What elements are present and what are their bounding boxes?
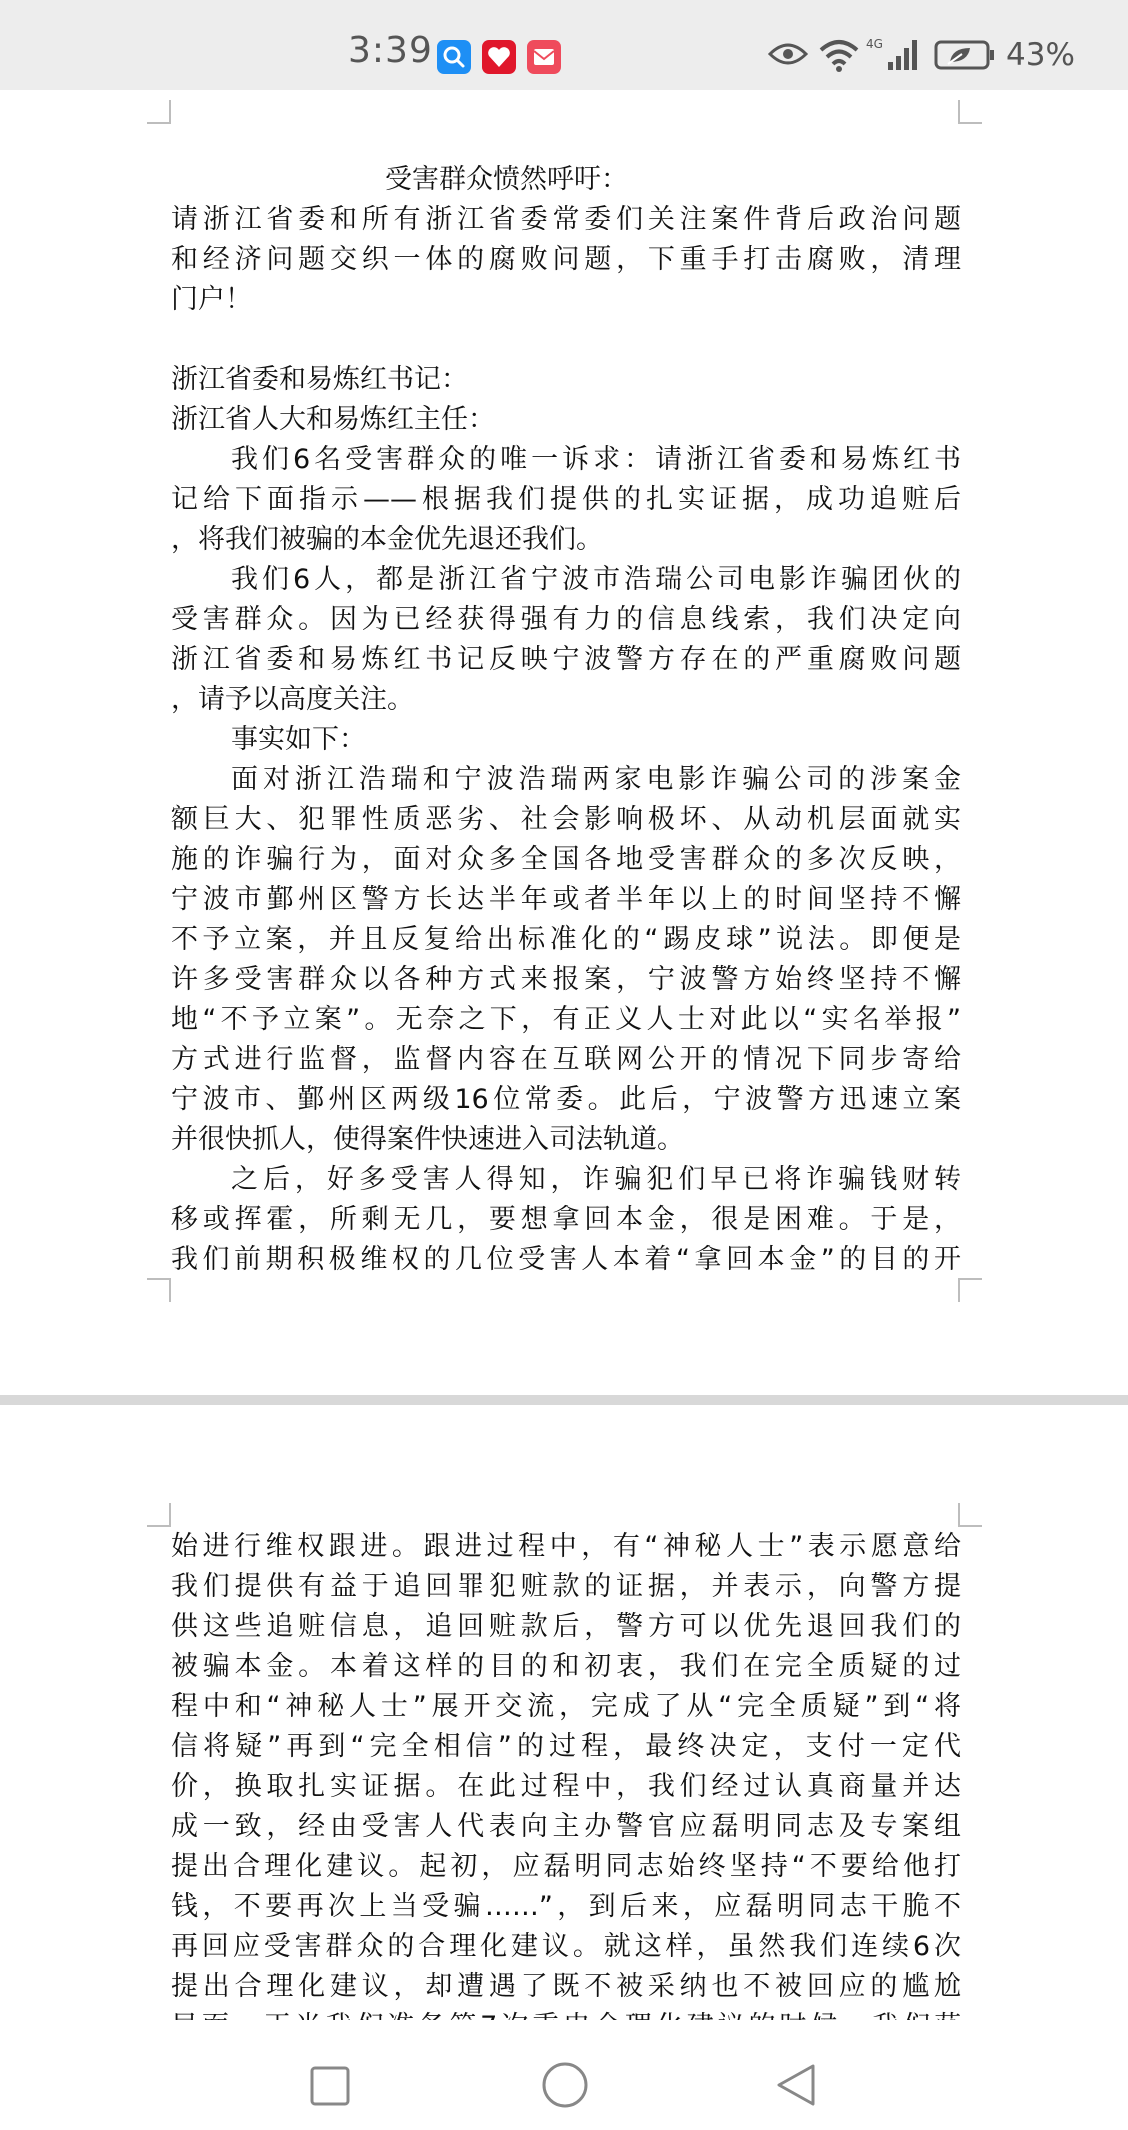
doc-line: 再回应受害群众的合理化建议。就这样，虽然我们连续6次	[171, 1931, 961, 1962]
network-label: 4G	[866, 37, 883, 51]
recents-button[interactable]	[309, 2065, 351, 2107]
doc-line: 价，换取扎实证据。在此过程中，我们经过认真商量并达	[171, 1771, 961, 1802]
battery-percent: 43%	[1006, 37, 1075, 73]
doc-line: 请浙江省委和所有浙江省委常委们关注案件背后政治问题	[171, 204, 961, 235]
crop-mark	[958, 1503, 982, 1527]
crop-mark	[958, 1278, 982, 1302]
doc-line: 浙江省人大和易炼红主任：	[171, 404, 495, 435]
doc-line: 供这些追赃信息，追回赃款后，警方可以优先退回我们的	[171, 1611, 961, 1642]
battery-icon	[934, 40, 996, 70]
doc-line: ，请予以高度关注。	[171, 684, 414, 715]
doc-line: 额巨大、犯罪性质恶劣、社会影响极坏、从动机层面就实	[171, 804, 961, 835]
crop-mark	[147, 100, 171, 124]
eye-icon	[768, 40, 808, 68]
doc-line: 门户！	[171, 284, 252, 315]
app-icon-red	[482, 40, 516, 74]
doc-line: 施的诈骗行为，面对众多全国各地受害群众的多次反映，	[171, 844, 961, 875]
doc-line: 提出合理化建议。起初，应磊明同志始终坚持“不要给他打	[171, 1851, 961, 1882]
doc-line: 我们6名受害群众的唯一诉求：请浙江省委和易炼红书	[231, 444, 961, 475]
doc-line: 记给下面指示——根据我们提供的扎实证据，成功追赃后	[171, 484, 961, 515]
doc-line: 程中和“神秘人士”展开交流，完成了从“完全质疑”到“将	[171, 1691, 961, 1722]
crop-mark	[147, 1503, 171, 1527]
doc-line: 和经济问题交织一体的腐败问题，下重手打击腐败，清理	[171, 244, 961, 275]
doc-line: 宁波市、鄞州区两级16位常委。此后，宁波警方迅速立案	[171, 1084, 961, 1115]
doc-line: 事实如下：	[231, 724, 366, 755]
doc-line: 提出合理化建议，却遭遇了既不被采纳也不被回应的尴尬	[171, 1971, 961, 2002]
doc-line: 我们提供有益于追回罪犯赃款的证据，并表示，向警方提	[171, 1571, 961, 1602]
doc-title: 受害群众愤然呼吁：	[385, 164, 628, 195]
doc-line: 方式进行监督，监督内容在互联网公开的情况下同步寄给	[171, 1044, 961, 1075]
doc-line: 之后，好多受害人得知，诈骗犯们早已将诈骗钱财转	[231, 1164, 961, 1195]
doc-line: 浙江省委和易炼红书记：	[171, 364, 468, 395]
doc-line: 许多受害群众以各种方式来报案，宁波警方始终坚持不懈	[171, 964, 961, 995]
doc-line: 宁波市鄞州区警方长达半年或者半年以上的时间坚持不懈	[171, 884, 961, 915]
doc-line: 移或挥霍，所剩无几，要想拿回本金，很是困难。于是，	[171, 1204, 961, 1235]
doc-line: 被骗本金。本着这样的目的和初衷，我们在完全质疑的过	[171, 1651, 961, 1682]
doc-line: 钱，不要再次上当受骗……”，到后来，应磊明同志干脆不	[171, 1891, 961, 1922]
doc-line: 受害群众。因为已经获得强有力的信息线索，我们决定向	[171, 604, 961, 635]
doc-line: 地“不予立案”。无奈之下，有正义人士对此以“实名举报”	[171, 1004, 961, 1035]
doc-line: 始进行维权跟进。跟进过程中，有“神秘人士”表示愿意给	[171, 1531, 961, 1562]
page-separator	[0, 1395, 1128, 1405]
doc-line: 我们6人，都是浙江省宁波市浩瑞公司电影诈骗团伙的	[231, 564, 961, 595]
doc-line: 面对浙江浩瑞和宁波浩瑞两家电影诈骗公司的涉案金	[231, 764, 961, 795]
crop-mark	[147, 1278, 171, 1302]
home-button[interactable]	[540, 2060, 590, 2110]
doc-line: ，将我们被骗的本金优先退还我们。	[171, 524, 603, 555]
doc-line: 不予立案，并且反复给出标准化的“踢皮球”说法。即便是	[171, 924, 961, 955]
status-time: 3:39	[348, 30, 433, 71]
doc-line: 成一致，经由受害人代表向主办警官应磊明同志及专案组	[171, 1811, 961, 1842]
doc-line: 浙江省委和易炼红书记反映宁波警方存在的严重腐败问题	[171, 644, 961, 675]
crop-mark	[958, 100, 982, 124]
back-button[interactable]	[773, 2062, 819, 2108]
signal-icon	[866, 36, 922, 72]
doc-line: 信将疑”再到“完全相信”的过程，最终决定，支付一定代	[171, 1731, 961, 1762]
wifi-icon	[818, 38, 860, 72]
search-app-icon	[437, 40, 471, 74]
mail-app-icon	[527, 40, 561, 74]
doc-line: 并很快抓人，使得案件快速进入司法轨道。	[171, 1124, 684, 1155]
doc-line: 我们前期积极维权的几位受害人本着“拿回本金”的目的开	[171, 1244, 961, 1275]
status-bar	[0, 0, 1128, 90]
